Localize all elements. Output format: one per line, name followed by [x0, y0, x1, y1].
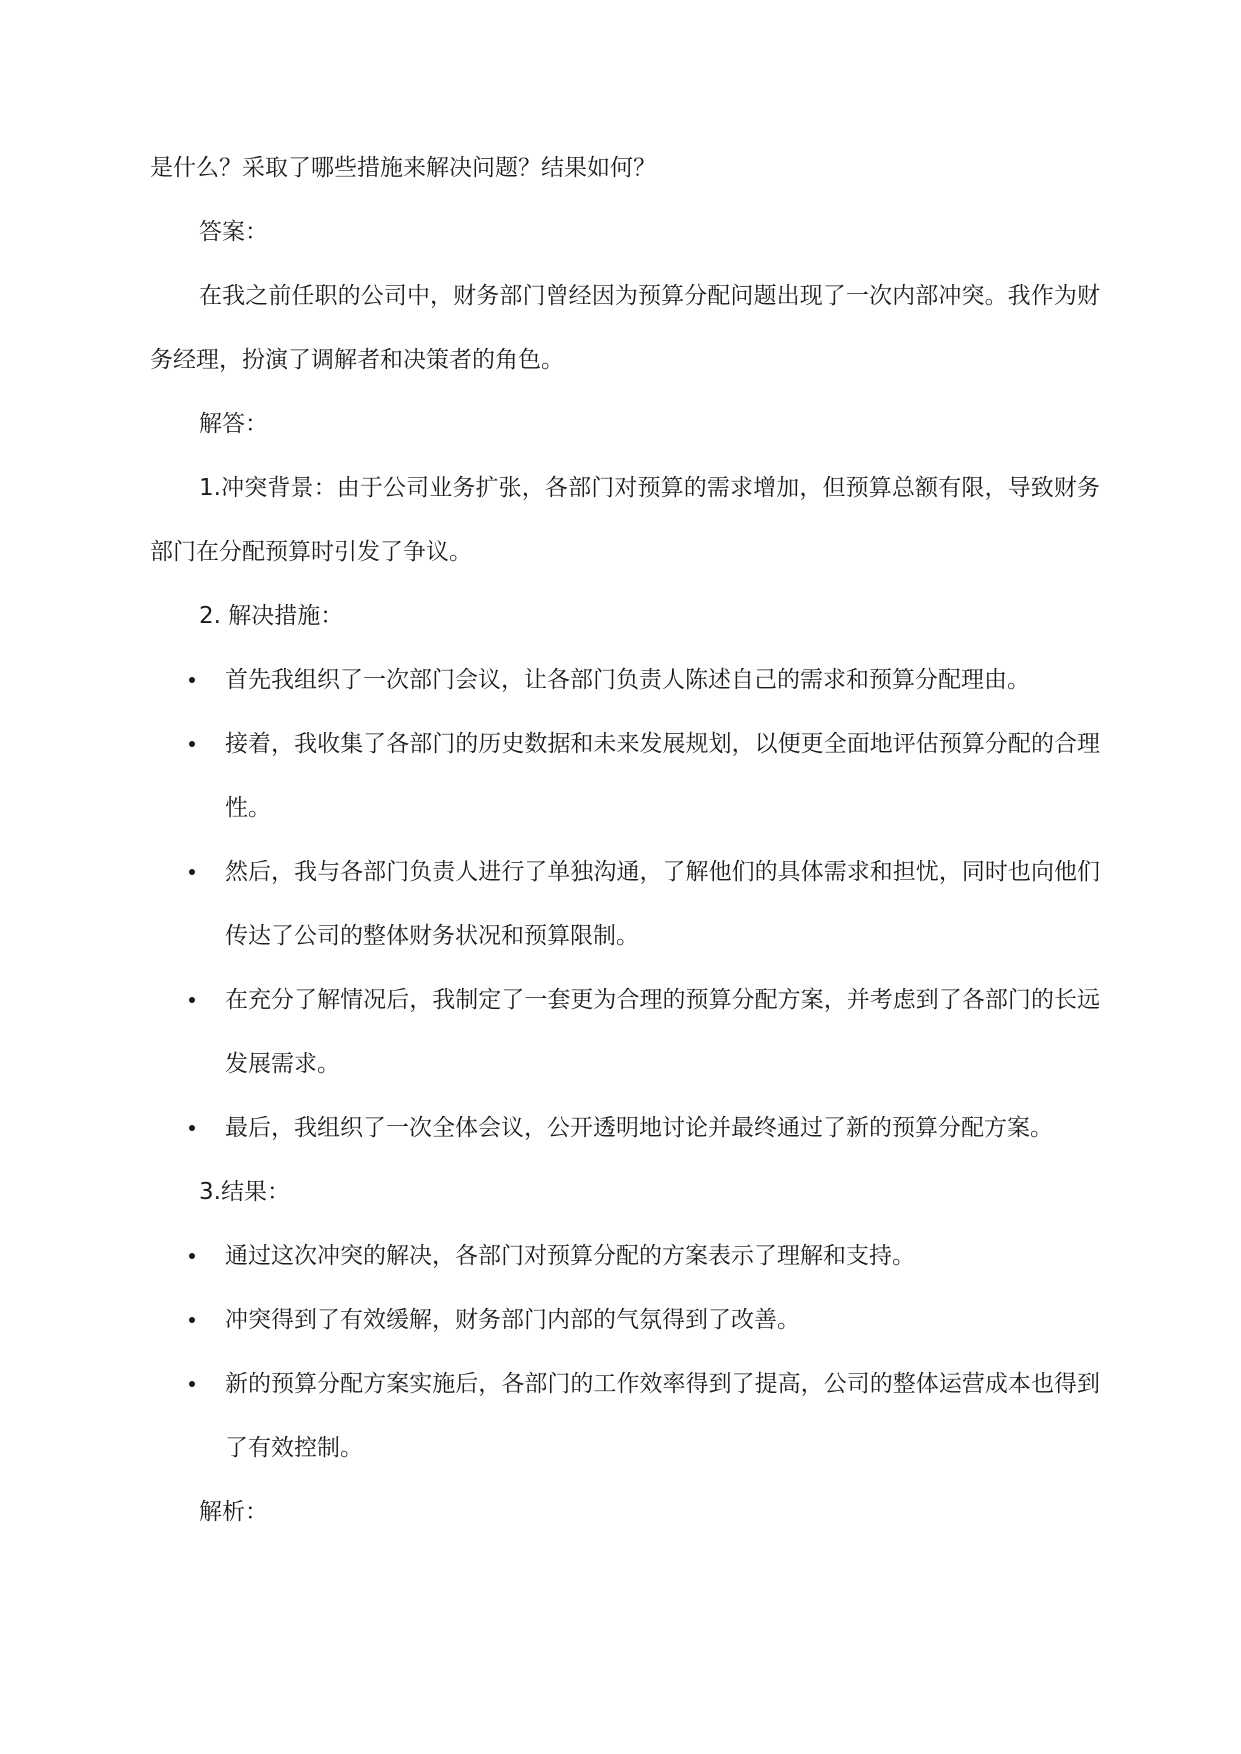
measures-list	[150, 648, 1100, 1160]
bullet-icon	[189, 741, 195, 747]
answer-label: 答案：	[199, 219, 268, 245]
conflict-background-paragraph: 1.冲突背景：由于公司业务扩张，各部门对预算的需求增加，但预算总额有限，导致财务部门在分配预算时引发了争议。	[150, 475, 1100, 565]
analysis-label: 解析：	[199, 1499, 268, 1525]
bullet-icon	[189, 1317, 195, 1323]
document-body	[150, 136, 1100, 1544]
measures-heading: 2. 解决措施：	[199, 603, 344, 629]
list-item-text: 冲突得到了有效缓解，财务部门内部的气氛得到了改善。	[225, 1307, 800, 1333]
list-item-text: 然后，我与各部门负责人进行了单独沟通，了解他们的具体需求和担忧，同时也向他们传达了公司的整体财务状况和预算限制。	[225, 859, 1100, 949]
results-heading: 3.结果：	[199, 1179, 290, 1205]
bullet-icon	[189, 677, 195, 683]
explanation-label: 解答：	[199, 411, 268, 437]
list-item	[150, 712, 1100, 840]
answer-paragraph: 在我之前任职的公司中，财务部门曾经因为预算分配问题出现了一次内部冲突。我作为财务经理，扮演了调解者和决策者的角色。	[150, 283, 1100, 373]
list-item-text: 最后，我组织了一次全体会议，公开透明地讨论并最终通过了新的预算分配方案。	[225, 1115, 1053, 1141]
question-continuation: 是什么？采取了哪些措施来解决问题？结果如何？	[150, 155, 656, 181]
list-item-text: 通过这次冲突的解决，各部门对预算分配的方案表示了理解和支持。	[225, 1243, 915, 1269]
list-item	[150, 648, 1100, 712]
bullet-icon	[189, 1381, 195, 1387]
bullet-icon	[189, 1125, 195, 1131]
list-item	[150, 1096, 1100, 1160]
results-list	[150, 1224, 1100, 1480]
list-item-text: 新的预算分配方案实施后，各部门的工作效率得到了提高，公司的整体运营成本也得到了有效控制。	[225, 1371, 1100, 1461]
bullet-icon	[189, 869, 195, 875]
list-item	[150, 968, 1100, 1096]
list-item	[150, 840, 1100, 968]
list-item-text: 在充分了解情况后，我制定了一套更为合理的预算分配方案，并考虑到了各部门的长远发展需求。	[225, 987, 1100, 1077]
list-item	[150, 1288, 1100, 1352]
list-item-text: 接着，我收集了各部门的历史数据和未来发展规划，以便更全面地评估预算分配的合理性。	[225, 731, 1100, 821]
bullet-icon	[189, 1253, 195, 1259]
list-item-text: 首先我组织了一次部门会议，让各部门负责人陈述自己的需求和预算分配理由。	[225, 667, 1030, 693]
list-item	[150, 1352, 1100, 1480]
list-item	[150, 1224, 1100, 1288]
bullet-icon	[189, 997, 195, 1003]
